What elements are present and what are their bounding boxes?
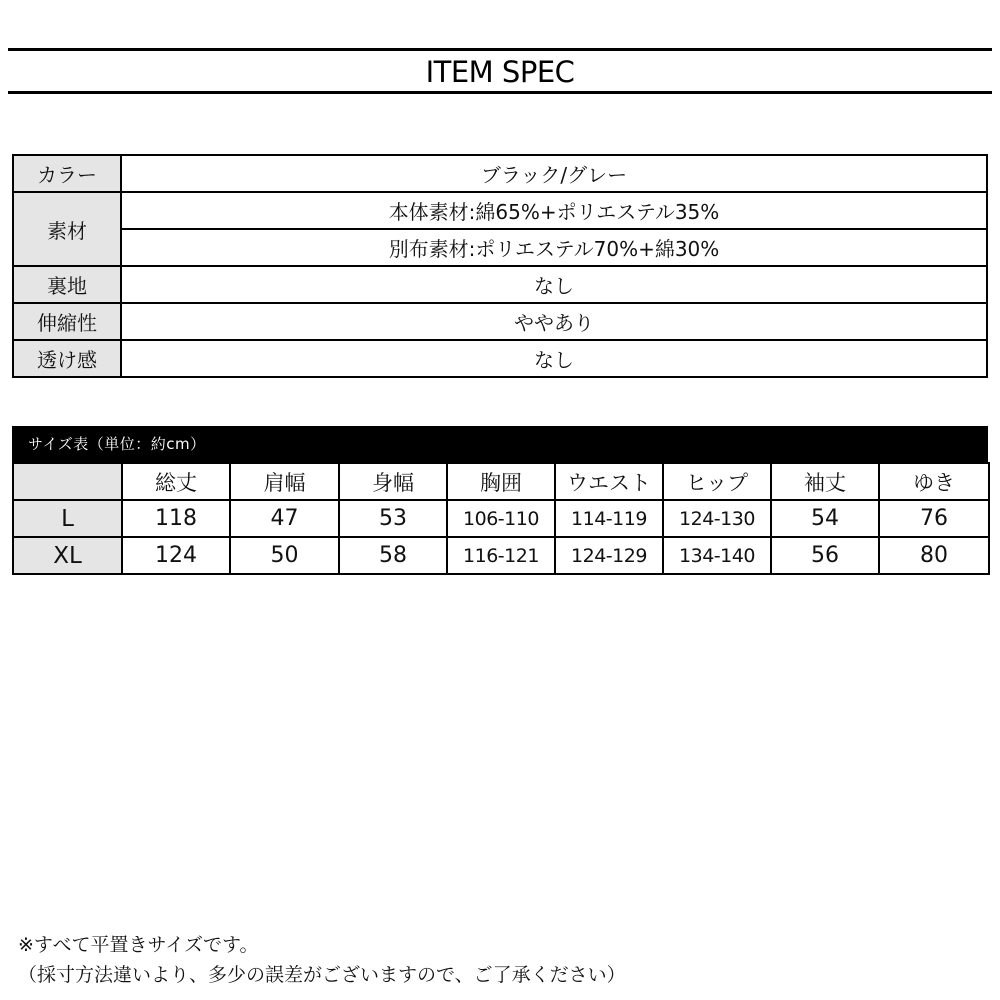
size-cell: 76 xyxy=(879,500,989,537)
size-cell: 124-129 xyxy=(555,537,663,574)
spec-value: なし xyxy=(121,340,987,377)
size-cell: 47 xyxy=(230,500,339,537)
size-table xyxy=(12,462,990,575)
size-corner-cell xyxy=(13,463,122,500)
size-cell: 124-130 xyxy=(663,500,771,537)
size-cell: 54 xyxy=(771,500,879,537)
size-notes xyxy=(18,930,626,990)
size-cell: 116-121 xyxy=(447,537,555,574)
note-line: （採寸方法違いより、多少の誤差がございますので、ご了承ください） xyxy=(18,964,626,986)
size-column-header: ウエスト xyxy=(555,463,663,500)
spec-label: カラー xyxy=(13,155,121,192)
page-title: ITEM SPEC xyxy=(425,55,575,89)
spec-value: ブラック/グレー xyxy=(121,155,987,192)
size-cell: 114-119 xyxy=(555,500,663,537)
spec-label: 裏地 xyxy=(13,266,121,303)
spec-table xyxy=(12,154,988,378)
size-cell: 118 xyxy=(122,500,230,537)
title-top-rule xyxy=(8,48,992,51)
size-cell: 134-140 xyxy=(663,537,771,574)
size-table-header: サイズ表（単位：約cm） xyxy=(12,426,988,462)
spec-row-material-sub xyxy=(13,229,987,266)
size-cell: 80 xyxy=(879,537,989,574)
spec-row-color xyxy=(13,155,987,192)
size-cell: 53 xyxy=(339,500,447,537)
size-cell: 50 xyxy=(230,537,339,574)
note-line: ※すべて平置きサイズです。 xyxy=(18,934,259,956)
spec-row-material xyxy=(13,192,987,229)
spec-value: ややあり xyxy=(121,303,987,340)
spec-value: なし xyxy=(121,266,987,303)
size-column-header: 胸囲 xyxy=(447,463,555,500)
spec-value: 別布素材:ポリエステル70%+綿30% xyxy=(121,229,987,266)
spec-row-stretch xyxy=(13,303,987,340)
size-row-label: L xyxy=(13,500,122,537)
size-cell: 56 xyxy=(771,537,879,574)
size-cell: 124 xyxy=(122,537,230,574)
spec-label: 透け感 xyxy=(13,340,121,377)
size-row-label: XL xyxy=(13,537,122,574)
spec-label: 伸縮性 xyxy=(13,303,121,340)
size-column-header: 肩幅 xyxy=(230,463,339,500)
size-row-l xyxy=(13,500,989,537)
size-cell: 106-110 xyxy=(447,500,555,537)
size-column-header: 袖丈 xyxy=(771,463,879,500)
spec-row-sheerness xyxy=(13,340,987,377)
size-column-header: 身幅 xyxy=(339,463,447,500)
size-column-headers xyxy=(13,463,989,500)
title-bottom-rule xyxy=(8,91,992,94)
spec-row-lining xyxy=(13,266,987,303)
size-column-header: ヒップ xyxy=(663,463,771,500)
size-column-header: ゆき xyxy=(879,463,989,500)
spec-value: 本体素材:綿65%+ポリエステル35% xyxy=(121,192,987,229)
size-cell: 58 xyxy=(339,537,447,574)
size-column-header: 総丈 xyxy=(122,463,230,500)
size-row-xl xyxy=(13,537,989,574)
spec-label: 素材 xyxy=(13,192,121,266)
